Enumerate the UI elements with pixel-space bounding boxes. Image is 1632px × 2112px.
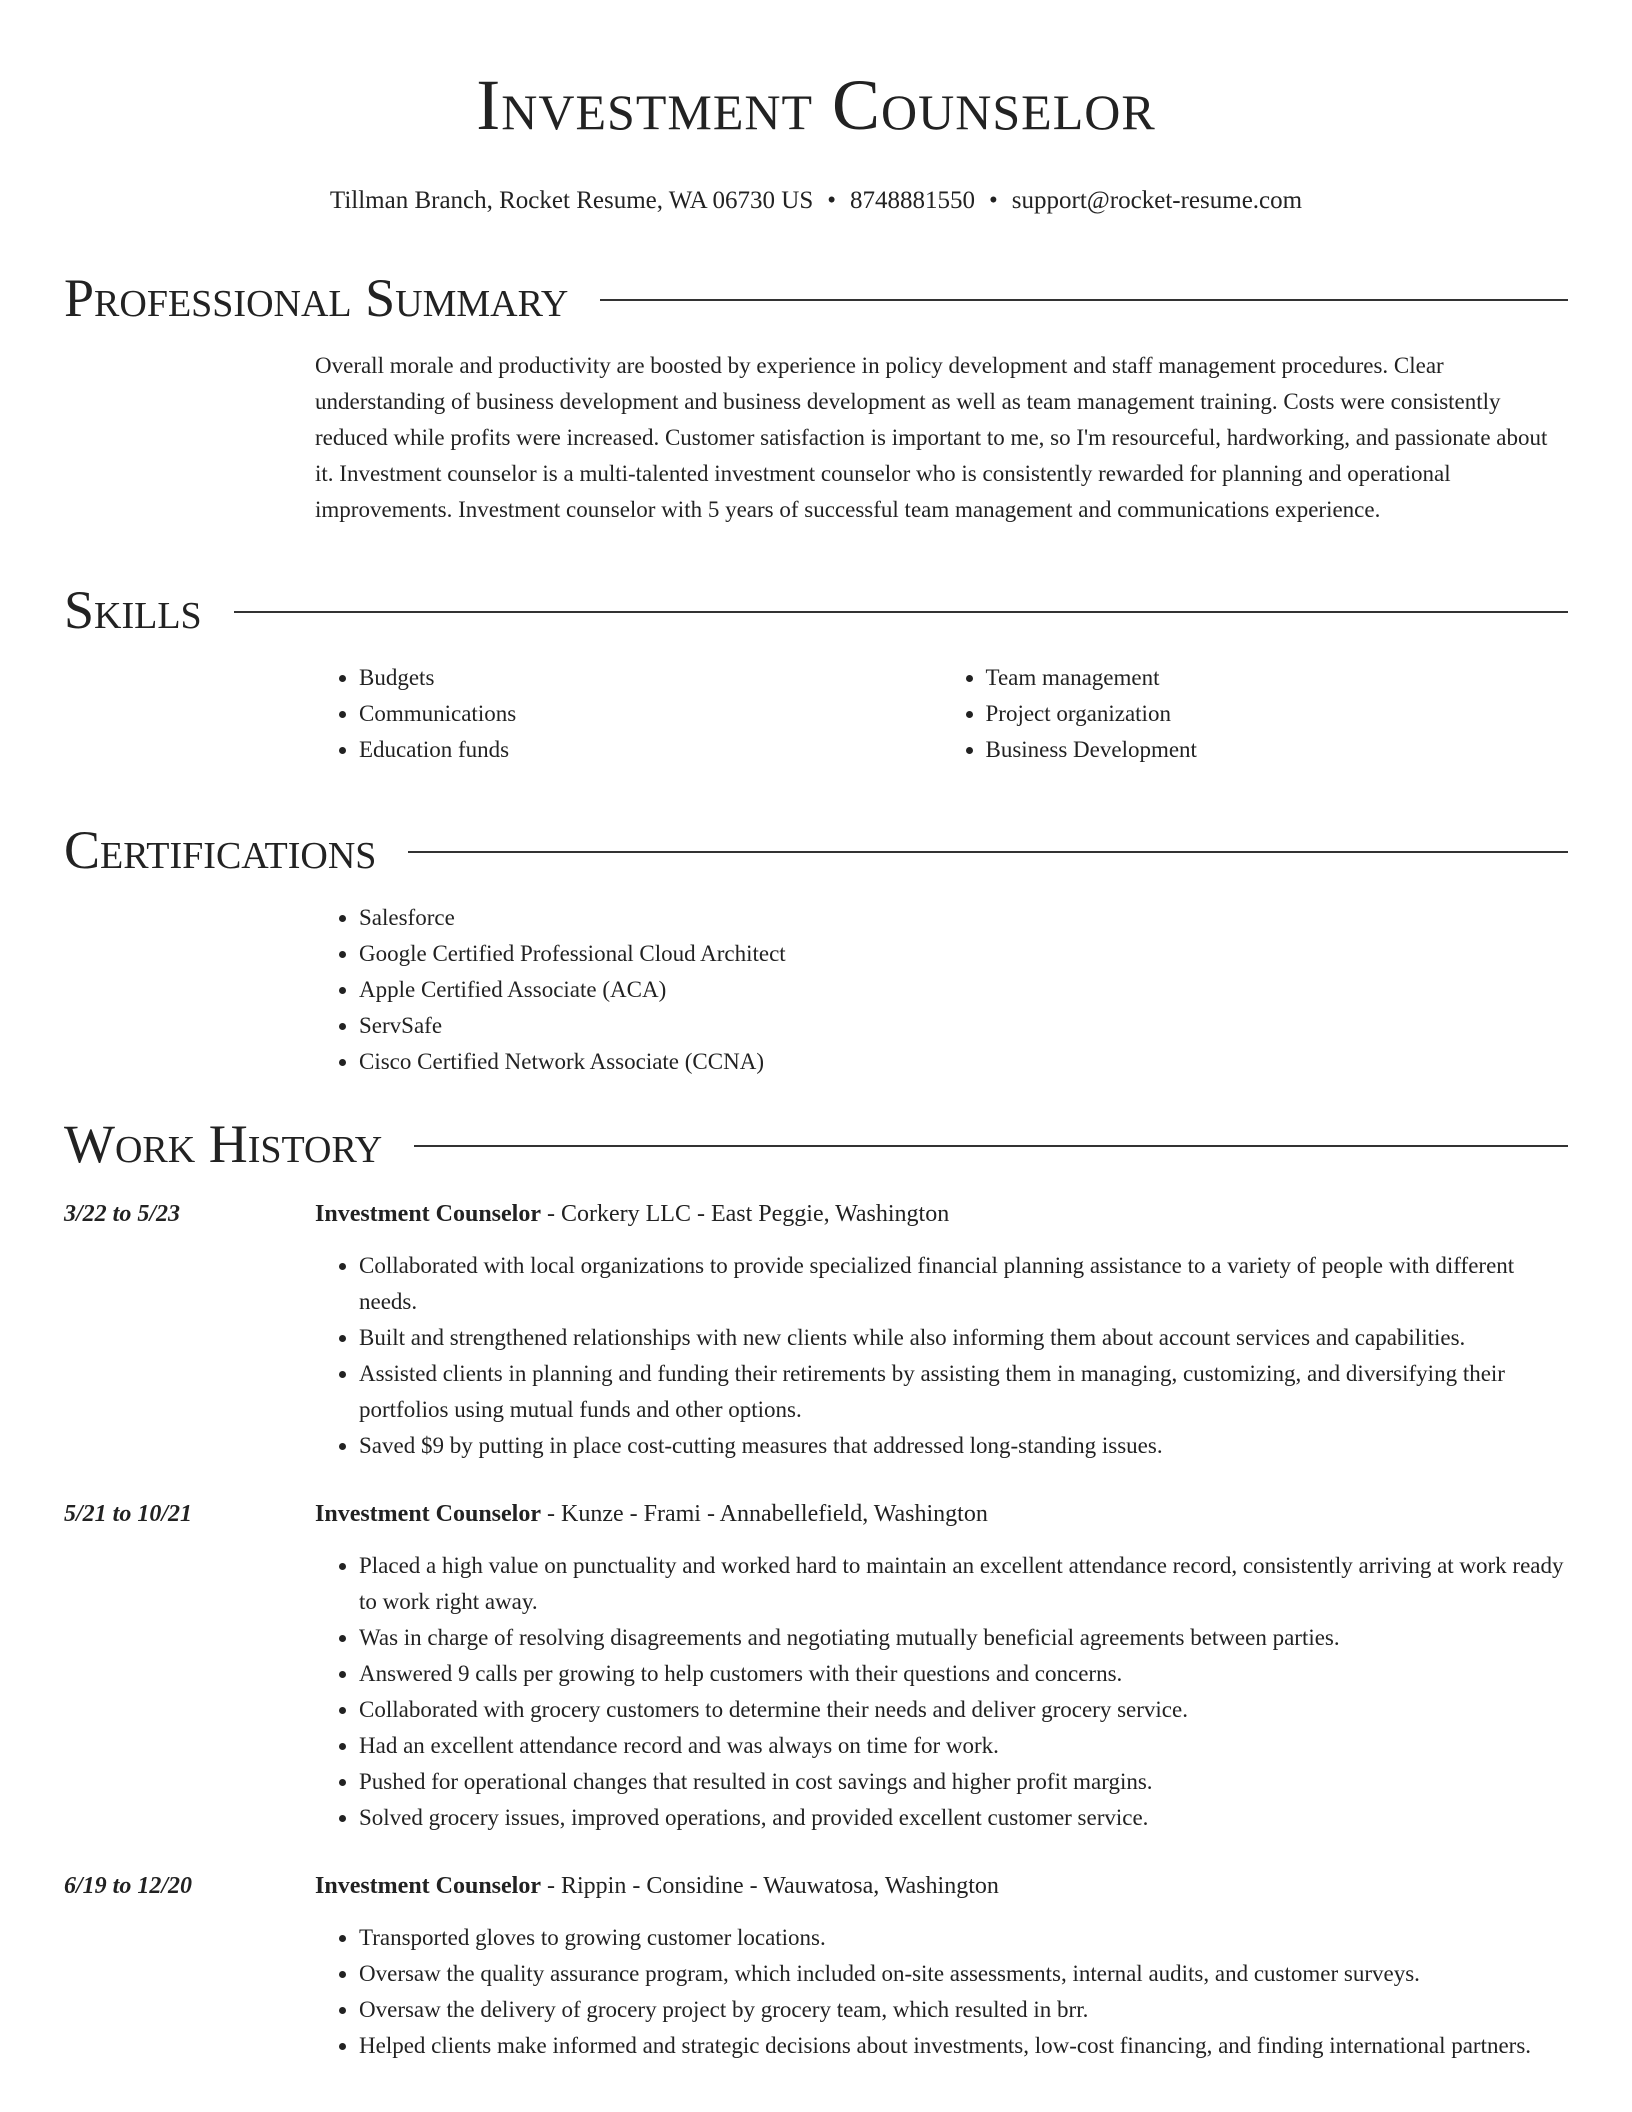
summary-heading: Professional Summary [64, 268, 569, 328]
skill-item: • Team management [986, 660, 1569, 696]
contact-email: support@rocket-resume.com [1011, 187, 1303, 214]
resume-title: Investment Counselor [476, 65, 1156, 145]
job-entry [64, 1868, 1568, 2064]
job-header [315, 1496, 1568, 1532]
job-bullet: • Collaborated with grocery customers to determine their needs and deliver grocery service. [359, 1692, 1568, 1728]
job-dates: 3/22 to 5/23 [64, 1201, 181, 1227]
job-bullet: • Had an excellent attendance record and was always on time for work. [359, 1728, 1568, 1764]
job-entry [64, 1496, 1568, 1836]
job-bullet: • Was in charge of resolving disagreements and negotiating mutually beneficial agreements between parties. [359, 1620, 1568, 1656]
job-details: - Corkery LLC - East Peggie, Washington [541, 1201, 950, 1227]
job-bullet-list [315, 1248, 1568, 1464]
summary-section-header [64, 268, 1568, 328]
skills-heading: Skills [64, 580, 202, 640]
job-header [315, 1868, 1568, 1904]
job-entry [64, 1196, 1568, 1464]
job-bullet: • Answered 9 calls per growing to help customers with their questions and concerns. [359, 1656, 1568, 1692]
work-section-header [64, 1114, 1568, 1174]
job-bullet: • Transported gloves to growing customer locations. [359, 1920, 1568, 1956]
certification-item: • Apple Certified Associate (ACA) [359, 972, 1568, 1008]
job-details: - Rippin - Considine - Wauwatosa, Washington [541, 1873, 999, 1899]
certification-item: • ServSafe [359, 1008, 1568, 1044]
section-divider [408, 851, 1568, 853]
skills-right-list [942, 660, 1569, 768]
job-content [315, 1196, 1568, 1464]
job-bullet-list [315, 1920, 1568, 2064]
job-title: Investment Counselor [315, 1873, 541, 1899]
skill-item: • Project organization [986, 696, 1569, 732]
job-header [315, 1196, 1568, 1232]
contact-separator: • [827, 187, 837, 214]
certification-item: • Cisco Certified Network Associate (CCNA) [359, 1044, 1568, 1080]
contact-line [64, 186, 1568, 216]
job-dates: 6/19 to 12/20 [64, 1873, 193, 1899]
skill-item: • Business Development [986, 732, 1569, 768]
skills-left-list [315, 660, 942, 768]
skill-item: • Communications [359, 696, 942, 732]
section-divider [600, 299, 1568, 301]
job-dates: 5/21 to 10/21 [64, 1501, 193, 1527]
section-divider [234, 611, 1568, 613]
section-divider [414, 1145, 1568, 1147]
job-bullet: • Oversaw the quality assurance program, which included on-site assessments, internal audits, and customer surveys. [359, 1956, 1568, 1992]
certification-item: • Google Certified Professional Cloud Architect [359, 936, 1568, 972]
job-bullet: • Helped clients make informed and strategic decisions about investments, low-cost financing, and finding international partners. [359, 2028, 1568, 2064]
job-bullet: • Solved grocery issues, improved operations, and provided excellent customer service. [359, 1800, 1568, 1836]
skill-item: • Education funds [359, 732, 942, 768]
job-bullet: • Collaborated with local organizations to provide specialized financial planning assistance to a variety of people with different needs. [359, 1248, 1568, 1320]
job-bullet: • Placed a high value on punctuality and worked hard to maintain an excellent attendance record, consistently arriving at work ready to work right away. [359, 1548, 1568, 1620]
skills-section-header [64, 580, 1568, 640]
contact-address: Tillman Branch, Rocket Resume, WA 06730 US [329, 187, 814, 214]
summary-text: Overall morale and productivity are boosted by experience in policy development and staff management procedures. Clear understanding of business development and business development as well as team management training. Costs were consistently reduced while profits were increased. Customer satisfaction is important to me, so I'm resourceful, hardworking, and passionate about it. Investment counselor is a multi-talented investment counselor who is consistently rewarded for planning and operational improvements. Investment counselor with 5 years of successful team management and communications experience. [315, 353, 1548, 522]
job-bullet-list [315, 1548, 1568, 1836]
job-details: - Kunze - Frami - Annabellefield, Washington [541, 1501, 988, 1527]
skill-item: • Budgets [359, 660, 942, 696]
contact-phone: 8748881550 [850, 187, 976, 214]
job-bullet: • Pushed for operational changes that resulted in cost savings and higher profit margins. [359, 1764, 1568, 1800]
job-title: Investment Counselor [315, 1201, 541, 1227]
certification-item: • Salesforce [359, 900, 1568, 936]
certifications-list [315, 900, 1568, 1080]
skills-section-body [315, 660, 1568, 768]
job-content [315, 1496, 1568, 1836]
job-title: Investment Counselor [315, 1501, 541, 1527]
summary-section-body [315, 348, 1568, 528]
job-bullet: • Saved $9 by putting in place cost-cutting measures that addressed long-standing issues. [359, 1428, 1568, 1464]
skills-grid [315, 660, 1568, 768]
job-content [315, 1868, 1568, 2064]
job-bullet: • Oversaw the delivery of grocery project by grocery team, which resulted in brr. [359, 1992, 1568, 2028]
job-bullet: • Built and strengthened relationships with new clients while also informing them about account services and capabilities. [359, 1320, 1568, 1356]
job-bullet: • Assisted clients in planning and funding their retirements by assisting them in managing, customizing, and diversifying their portfolios using mutual funds and other options. [359, 1356, 1568, 1428]
certifications-heading: Certifications [64, 820, 377, 880]
contact-separator: • [989, 187, 998, 214]
certifications-section-body [315, 900, 1568, 1080]
certifications-section-header [64, 820, 1568, 880]
work-heading: Work History [64, 1114, 383, 1174]
